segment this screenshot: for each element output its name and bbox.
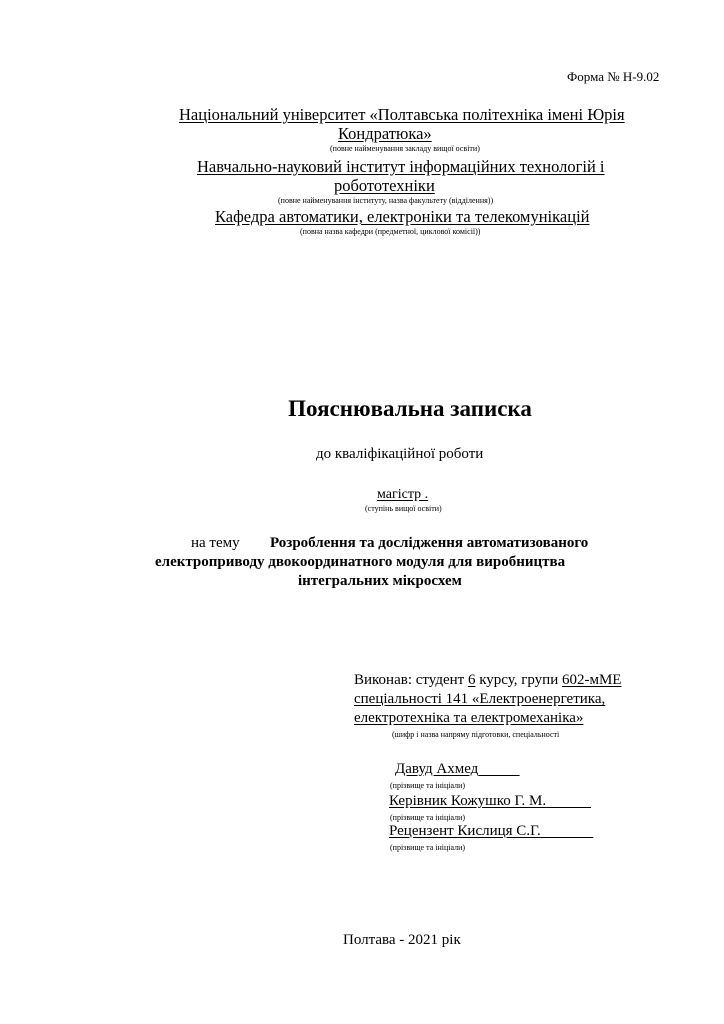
university-name-line2: Кондратюка» xyxy=(338,124,432,143)
performer-course: 6 xyxy=(467,672,476,688)
university-caption: (повне найменування закладу вищої освіти) xyxy=(330,144,480,153)
performer-line xyxy=(354,672,621,689)
specialty-line1: спеціальності 141 «Електроенергетика, xyxy=(354,691,606,707)
topic-line1: Розроблення та дослідження автоматизованого xyxy=(270,535,589,551)
institute-name-line1: Навчально-науковий інститут інформаційних технологій і xyxy=(197,157,605,176)
student-name-field xyxy=(395,761,520,778)
topic-line3: інтегральних мікросхем xyxy=(298,573,462,589)
specialty-caption: (шифр і назва напряму підготовки, спеціальності xyxy=(392,730,560,739)
topic-label: на тему xyxy=(191,535,240,551)
footer-city-year: Полтава - 2021 рік xyxy=(343,932,461,948)
reviewer-caption: (прізвище та ініціали) xyxy=(390,843,466,852)
topic-line2: електроприводу двокоординатного модуля для виробництва xyxy=(155,554,566,570)
performer-course-suffix: курсу, групи xyxy=(475,672,562,688)
reviewer-field xyxy=(389,823,593,840)
specialty-line2: електротехніка та електромеханіка» xyxy=(354,710,584,726)
department-caption: (повна назва кафедри (предметної, циклової комісії)) xyxy=(300,227,481,236)
department-name: Кафедра автоматики, електроніки та телекомунікацій xyxy=(215,207,590,226)
institute-caption: (повне найменування інституту, назва факультету (відділення)) xyxy=(278,196,494,205)
student-name: Давуд Ахмед xyxy=(395,761,479,777)
form-number: Форма № Н-9.02 xyxy=(567,69,660,84)
student-caption: (прізвище та ініціали) xyxy=(390,781,466,790)
degree-caption: (ступінь вищої освіти) xyxy=(365,504,442,513)
reviewer-name: Рецензент Кислиця С.Г. xyxy=(389,823,541,839)
document-subtitle: до кваліфікаційної роботи xyxy=(316,446,484,462)
document-title: Пояснювальна записка xyxy=(288,396,532,421)
performer-group: 602-мМЕ xyxy=(561,672,622,688)
supervisor-field xyxy=(389,793,591,810)
university-name-line1: Національний університет «Полтавська політехніка імені Юрія xyxy=(179,105,625,124)
institute-name-line2: робототехніки xyxy=(334,176,435,195)
performer-prefix: Виконав: студент xyxy=(354,672,468,688)
supervisor-name: Керівник Кожушко Г. М. xyxy=(389,793,547,809)
supervisor-caption: (прізвище та ініціали) xyxy=(390,813,466,822)
degree-value: магістр . xyxy=(377,487,429,502)
